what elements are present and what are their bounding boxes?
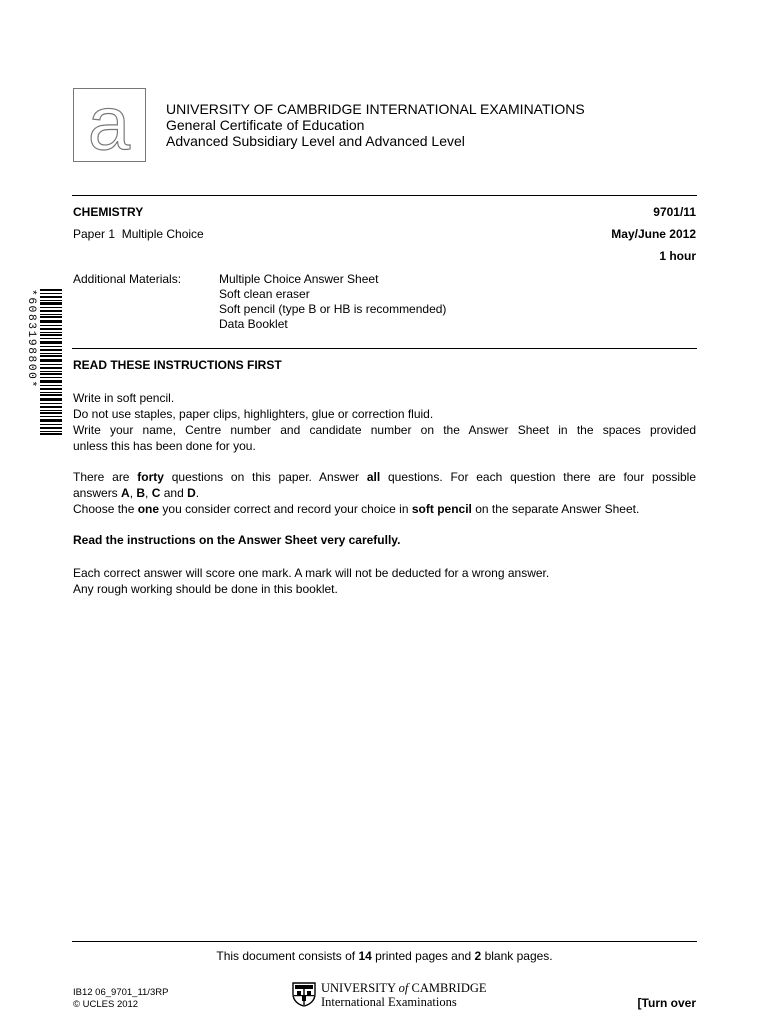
- option-d: D: [187, 486, 196, 500]
- bold-run: all: [366, 470, 381, 484]
- blank-pages-count: 2: [474, 949, 482, 963]
- barcode: [26, 289, 62, 435]
- instructions-paragraph-2: [73, 469, 696, 517]
- barcode-bars-icon: [26, 289, 62, 435]
- text-run: UNIVERSITY: [321, 981, 396, 995]
- instructions-paragraph-4: [73, 565, 696, 597]
- divider-middle: [72, 348, 697, 349]
- turn-over: [Turn over: [637, 996, 696, 1010]
- text-run: of: [398, 981, 409, 995]
- university-name: UNIVERSITY OF CAMBRIDGE INTERNATIONAL EXAMINATIONS: [166, 101, 585, 117]
- text-run: blank pages.: [481, 949, 553, 963]
- materials-label: Additional Materials:: [73, 272, 182, 286]
- instruction-line: Write your name, Centre number and candidate number on the Answer Sheet in the spaces provided: [73, 423, 696, 437]
- paper-code: 9701/11: [653, 205, 696, 219]
- instruction-line: Write in soft pencil.: [73, 391, 175, 405]
- material-item: Soft pencil (type B or HB is recommended): [219, 302, 447, 316]
- copyright: © UCLES 2012: [73, 999, 139, 1010]
- material-item: Multiple Choice Answer Sheet: [219, 272, 379, 286]
- document-reference: IB12 06_9701_11/3RP: [73, 987, 169, 998]
- text-run: questions. For each question there are four possible: [380, 470, 697, 484]
- instructions-heading: READ THESE INSTRUCTIONS FIRST: [73, 358, 282, 372]
- crest-icon: [291, 981, 317, 1007]
- wordmark-line-2: International Examinations: [321, 995, 457, 1009]
- instructions-paragraph-1: [73, 390, 696, 454]
- page-count-notice: [72, 949, 697, 964]
- duration: 1 hour: [659, 249, 696, 263]
- text-run: .: [195, 486, 200, 500]
- text-run: printed pages and: [371, 949, 475, 963]
- divider-top: [72, 195, 697, 196]
- text-run: and: [160, 486, 188, 500]
- barcode-digits: *6083198800*: [26, 289, 37, 389]
- material-item: Data Booklet: [219, 317, 288, 331]
- text-run: answers: [73, 486, 122, 500]
- text-run: ,: [145, 486, 152, 500]
- option-c: C: [151, 486, 161, 500]
- instruction-line: unless this has been done for you.: [73, 439, 256, 453]
- session: May/June 2012: [611, 227, 696, 241]
- exam-board-logo: [73, 88, 146, 162]
- text-run: questions on this paper. Answer: [163, 470, 367, 484]
- instruction-line: Do not use staples, paper clips, highlighters, glue or correction fluid.: [73, 407, 434, 421]
- footer-reference: [73, 987, 168, 1011]
- printed-pages-count: 14: [358, 949, 372, 963]
- text-run: Choose the: [73, 502, 138, 516]
- answer-sheet-note: Read the instructions on the Answer Sheet very carefully.: [73, 533, 401, 547]
- level-name: Advanced Subsidiary Level and Advanced Level: [166, 133, 465, 149]
- wordmark-line-1: [321, 981, 487, 995]
- text-run: This document consists of: [216, 949, 359, 963]
- text-run: you consider correct and record your choice in: [159, 502, 412, 516]
- option-a: A: [121, 486, 130, 500]
- text-run: on the separate Answer Sheet.: [471, 502, 640, 516]
- letter-a-logo-icon: [74, 89, 145, 161]
- header-block: [166, 101, 585, 149]
- material-item: Soft clean eraser: [219, 287, 310, 301]
- subject: CHEMISTRY: [73, 205, 144, 219]
- text-run: There are: [73, 470, 138, 484]
- option-b: B: [136, 486, 146, 500]
- instruction-line: [73, 485, 696, 501]
- paper-title: Paper 1 Multiple Choice: [73, 227, 204, 241]
- divider-bottom: [72, 941, 697, 942]
- instruction-line: [73, 501, 696, 517]
- materials-list: [219, 272, 446, 332]
- bold-run: soft pencil: [411, 502, 472, 516]
- text-run: CAMBRIDGE: [411, 981, 487, 995]
- bold-run: forty: [137, 470, 164, 484]
- logo-letter: a: [87, 89, 131, 161]
- instruction-line: [73, 469, 696, 485]
- cambridge-wordmark: [321, 981, 487, 1009]
- instruction-line: Each correct answer will score one mark. A mark will not be deducted for a wrong answer.: [73, 566, 550, 580]
- instruction-line: Any rough working should be done in this booklet.: [73, 582, 338, 596]
- text-run: ,: [129, 486, 137, 500]
- bold-run: one: [137, 502, 160, 516]
- certificate-name: General Certificate of Education: [166, 117, 365, 133]
